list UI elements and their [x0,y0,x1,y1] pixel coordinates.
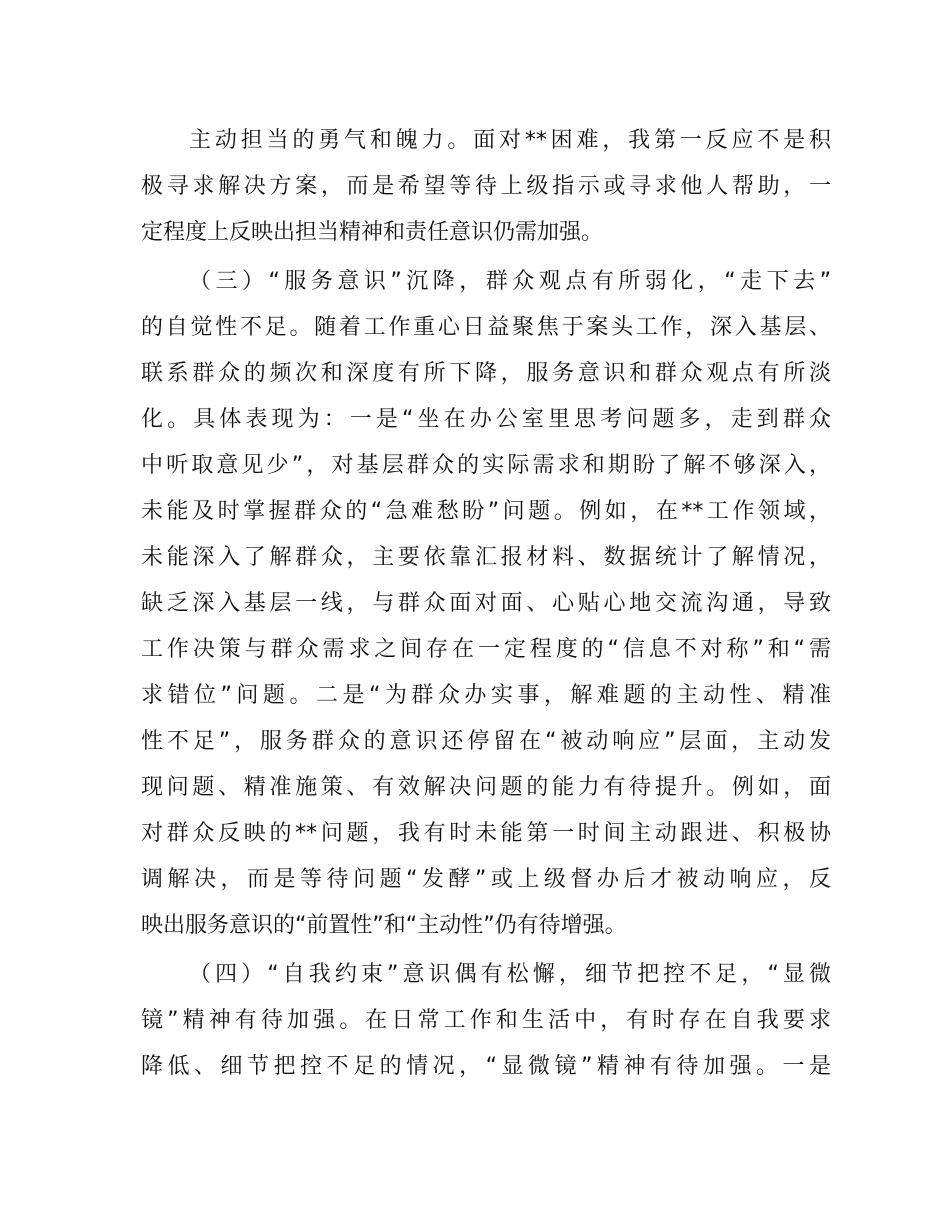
text-line: 主动担当的勇气和魄力。面对**困难，我第一反应不是积 [189,128,831,153]
paragraph-3 [141,952,831,1090]
text-line: 极寻求解决方案，而是希望等待上级指示或寻求他人帮助，一 [141,174,831,199]
text-line: （三）“服务意识”沉降，群众观点有所弱化，“走下去” [189,269,831,294]
text-line: 对群众反映的**问题，我有时未能第一时间主动跟进、积极协 [141,821,831,846]
text-line: 求错位”问题。二是“为群众办实事，解难题的主动性、精准 [141,683,831,708]
text-line: 工作决策与群众需求之间存在一定程度的“信息不对称”和“需 [141,637,831,662]
text-line: （四）“自我约束”意识偶有松懈，细节把控不足，“显微 [189,962,831,987]
text-line: 联系群众的频次和深度有所下降，服务意识和群众观点有所淡 [141,361,831,386]
document-body [141,118,831,1090]
text-line: 性不足”，服务群众的意识还停留在“被动响应”层面，主动发 [141,729,831,754]
text-line: 调解决，而是等待问题“发酵”或上级督办后才被动响应，反 [141,867,831,892]
text-line: 的自觉性不足。随着工作重心日益聚焦于案头工作，深入基层、 [141,315,831,340]
text-line: 中听取意见少”，对基层群众的实际需求和期盼了解不够深入， [141,453,831,478]
text-line: 镜”精神有待加强。在日常工作和生活中，有时存在自我要求 [141,1008,831,1033]
text-line: 未能深入了解群众，主要依靠汇报材料、数据统计了解情况， [141,545,831,570]
text-line: 现问题、精准施策、有效解决问题的能力有待提升。例如，面 [141,775,831,800]
paragraph-2 [141,259,831,949]
text-line: 未能及时掌握群众的“急难愁盼”问题。例如，在**工作领域， [141,499,831,524]
text-line: 降低、细节把控不足的情况，“显微镜”精神有待加强。一是 [141,1054,831,1079]
text-line: 映出服务意识的“前置性”和“主动性”仍有待增强。 [141,913,627,938]
paragraph-1 [141,118,831,256]
text-line: 缺乏深入基层一线，与群众面对面、心贴心地交流沟通，导致 [141,591,831,616]
text-line: 定程度上反映出担当精神和责任意识仍需加强。 [141,220,604,245]
text-line: 化。具体表现为：一是“坐在办公室里思考问题多，走到群众 [141,407,831,432]
